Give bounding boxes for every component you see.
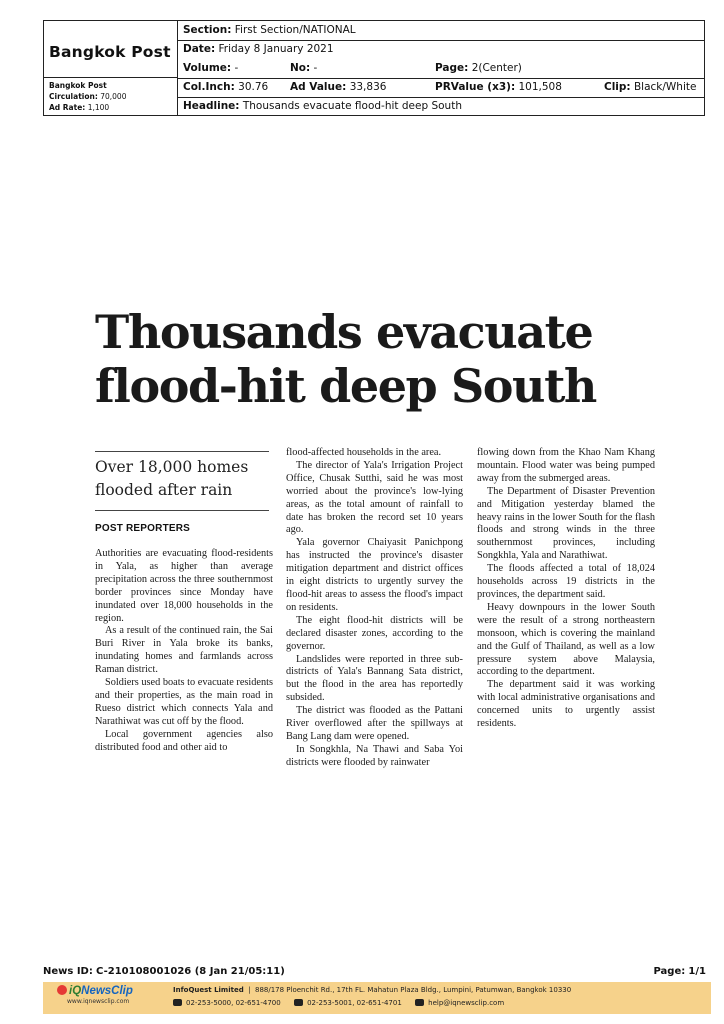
iqnewsclip-logo: iQNewsClip www.iqnewsclip.com — [57, 985, 133, 1005]
phone-icon — [173, 999, 182, 1006]
clipping-header — [43, 20, 705, 116]
advalue-field: Ad Value: 33,836 — [290, 81, 387, 93]
date-field: Date: Friday 8 January 2021 — [183, 43, 334, 55]
company-contacts — [173, 999, 504, 1007]
article-headline — [95, 305, 675, 413]
paragraph: The district was flooded as the Pattani River overflowed after the spillways at Bang Lang dam were opened. — [286, 705, 463, 742]
news-id: News ID: C-210108001026 (8 Jan 21/05:11) — [43, 966, 285, 977]
no-field: No: - — [290, 62, 318, 74]
paragraph: In Songkhla, Na Thawi and Saba Yoi districts were flooded by rainwater — [286, 743, 463, 768]
footer-band — [43, 982, 711, 1014]
email-icon — [415, 999, 424, 1006]
publication-small: Bangkok Post — [49, 81, 107, 90]
page-count: Page: 1/1 — [653, 966, 706, 977]
byline: POST REPORTERS — [95, 523, 191, 534]
article-column-2 — [286, 447, 463, 770]
publication-panel — [44, 21, 178, 115]
paragraph: Heavy downpours in the lower South were the result of a strong northeastern monsoon, which is covering the mainland and the Gulf of Thailand, as well as a low pressure system above Malaysia, according to the department. — [477, 601, 655, 678]
paragraph: Local government agencies also distributed food and other aid to — [95, 728, 273, 753]
headline-line: Thousands evacuate — [95, 305, 593, 359]
paragraph: Soldiers used boats to evacuate residents and their properties, as the main road in Rueso district which connects Yala and Narathiwat was cut off by the flood. — [95, 677, 273, 727]
headline-line: flood-hit deep South — [95, 359, 596, 413]
article-column-1 — [95, 548, 273, 755]
volume-field: Volume: - — [183, 62, 239, 74]
paragraph: Landslides were reported in three sub-districts of Yala's Bannang Sata district, but the flood in the area has reportedly subsided. — [286, 653, 463, 704]
paragraph: flood-affected households in the area. — [286, 447, 442, 458]
paragraph: The Department of Disaster Prevention and Mitigation yesterday blamed the heavy rains in the lower South for the flash floods and strong winds in the three southernmost provinces, including Songkhla, Yala and Narathiwat. — [477, 485, 655, 562]
prvalue-field: PRValue (x3): 101,508 — [435, 81, 562, 93]
logo-icon — [57, 985, 67, 995]
colinch-field: Col.Inch: 30.76 — [183, 81, 269, 93]
headline-field: Headline: Thousands evacuate flood-hit deep South — [183, 100, 462, 112]
paragraph: The eight flood-hit districts will be declared disaster zones, according to the governor. — [286, 614, 463, 652]
section-field: Section: First Section/NATIONAL — [183, 24, 356, 36]
subhead-rule-top — [95, 451, 269, 452]
page-field: Page: 2(Center) — [435, 62, 522, 74]
paragraph: As a result of the continued rain, the Sai Buri River in Yala broke its banks, inundating homes and farmlands across Raman district. — [95, 625, 273, 676]
logo-url: www.iqnewsclip.com — [67, 998, 130, 1005]
publication-name: Bangkok Post — [49, 43, 171, 61]
divider — [44, 77, 177, 78]
paragraph: The department said it was working with local administrative organisations and concerned units to urgently assist residents. — [477, 679, 655, 730]
subhead-line: flooded after rain — [95, 481, 233, 499]
email-address: help@iqnewsclip.com — [428, 999, 505, 1007]
phone-number: 02-253-5000, 02-651-4700 — [186, 999, 281, 1007]
subhead-rule-bottom — [95, 510, 269, 511]
subhead-line: Over 18,000 homes — [95, 458, 249, 476]
paragraph: Authorities are evacuating flood-residents in Yala, as higher than average precipitation across the three southernmost border provinces since Monday have inundated over 18,000 households in the region. — [95, 548, 273, 624]
paragraph: Yala governor Chaiyasit Panichpong has instructed the province's disaster mitigation department and district offices in eight districts to urgently survey the flood-hit areas to assess the flood's impact on residents. — [286, 537, 463, 613]
article-column-3 — [477, 447, 655, 731]
clip-metadata — [178, 21, 704, 115]
ad-rate: Ad Rate: 1,100 — [49, 103, 110, 112]
paragraph: The floods affected a total of 18,024 households across 19 districts in the provinces, the department said. — [477, 563, 655, 600]
paragraph: The director of Yala's Irrigation Project Office, Chusak Sutthi, said he was most worried about the province's low-lying areas, as the total amount of rainfall to date has broken the record set 10 years ago. — [286, 459, 463, 536]
article-subhead — [95, 456, 275, 502]
clip-field: Clip: Black/White — [604, 81, 697, 93]
company-address: InfoQuest Limited | 888/178 Ploenchit Rd., 17th FL. Mahatun Plaza Bldg., Lumpini, Patumwan, Bangkok 10330 — [173, 986, 572, 994]
circulation: Circulation: 70,000 — [49, 92, 127, 101]
paragraph: flowing down from the Khao Nam Khang mountain. Flood water was being pumped away from the submerged areas. — [477, 447, 655, 484]
fax-number: 02-253-5001, 02-651-4701 — [307, 999, 402, 1007]
fax-icon — [294, 999, 303, 1006]
